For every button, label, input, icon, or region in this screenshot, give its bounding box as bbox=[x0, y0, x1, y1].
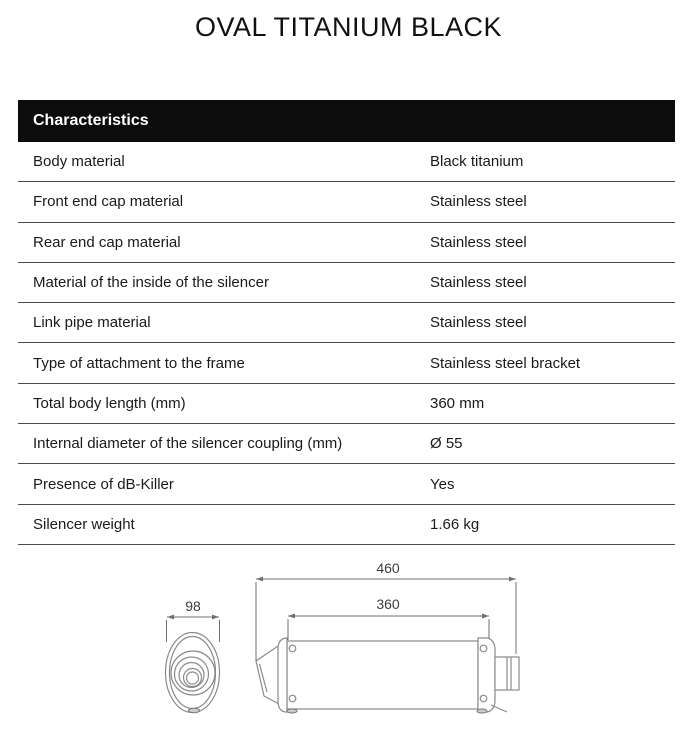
table-row bbox=[18, 182, 675, 222]
dim-arrow-right-icon bbox=[212, 615, 219, 620]
row-label: Presence of dB-Killer bbox=[33, 475, 174, 493]
row-value: Black titanium bbox=[430, 153, 524, 171]
row-label: Silencer weight bbox=[33, 515, 135, 533]
table-row bbox=[18, 384, 675, 424]
row-value: Stainless steel bbox=[430, 233, 527, 251]
rear-end-cap bbox=[478, 638, 495, 712]
rivet bbox=[480, 645, 487, 652]
dim-front-width-label: 98 bbox=[185, 598, 201, 614]
silencer-front-view bbox=[166, 633, 220, 713]
row-label: Total body length (mm) bbox=[33, 394, 186, 412]
row-value: Stainless steel bracket bbox=[430, 354, 581, 372]
link-pipe bbox=[256, 644, 281, 704]
dim-total-length-label: 460 bbox=[376, 560, 400, 576]
rivet bbox=[480, 695, 487, 702]
table-header bbox=[18, 100, 675, 142]
row-label: Type of attachment to the frame bbox=[33, 354, 245, 372]
front-bottom-tab bbox=[189, 708, 200, 712]
row-value: Stainless steel bbox=[430, 314, 527, 332]
silencer-side-view bbox=[256, 638, 519, 713]
dim-arrow-left-icon bbox=[288, 614, 295, 619]
page-title: OVAL TITANIUM BLACK bbox=[194, 12, 503, 42]
row-label: Internal diameter of the silencer coupling (mm) bbox=[33, 435, 343, 453]
dim-front-width bbox=[167, 598, 220, 642]
characteristics-table bbox=[18, 100, 675, 545]
front-ring-4 bbox=[184, 669, 202, 687]
row-label: Front end cap material bbox=[33, 193, 184, 211]
front-inner-oval bbox=[170, 637, 216, 709]
front-end-cap bbox=[278, 638, 287, 712]
front-outlet-hole bbox=[187, 672, 199, 684]
table-row bbox=[18, 303, 675, 343]
row-label: Material of the inside of the silencer bbox=[33, 274, 269, 292]
front-ring-3 bbox=[179, 663, 204, 688]
row-value: 1.66 kg bbox=[430, 515, 480, 533]
table-row bbox=[18, 343, 675, 383]
row-value: 360 mm bbox=[430, 394, 485, 412]
front-ring-1 bbox=[171, 651, 215, 695]
table-row bbox=[18, 263, 675, 303]
dim-body-length bbox=[288, 596, 489, 640]
dim-arrow-right-icon bbox=[509, 577, 516, 582]
table-rows bbox=[18, 142, 675, 545]
table-row bbox=[18, 142, 675, 182]
dim-arrow-left-icon bbox=[167, 615, 174, 620]
dim-body-length-label: 360 bbox=[376, 596, 400, 612]
dim-total-length bbox=[256, 560, 516, 662]
dim-arrow-right-icon bbox=[482, 614, 489, 619]
table-row bbox=[18, 223, 675, 263]
link-pipe-rim bbox=[260, 664, 268, 692]
bracket-detail-line bbox=[491, 705, 507, 712]
front-ring-2 bbox=[175, 657, 209, 691]
rivet bbox=[289, 695, 296, 702]
table-row bbox=[18, 505, 675, 545]
cap-bottom-tab bbox=[477, 709, 487, 713]
row-value: Ø 55 bbox=[430, 435, 463, 453]
row-label: Body material bbox=[33, 153, 125, 171]
table-header-label: Characteristics bbox=[33, 112, 149, 129]
row-value: Yes bbox=[430, 475, 455, 493]
table-row bbox=[18, 464, 675, 504]
front-outer-oval bbox=[166, 633, 220, 713]
row-value: Stainless steel bbox=[430, 193, 527, 211]
row-value: Stainless steel bbox=[430, 274, 527, 292]
rivet bbox=[289, 645, 296, 652]
table-row bbox=[18, 424, 675, 464]
row-label: Link pipe material bbox=[33, 314, 151, 332]
cap-bottom-tab bbox=[287, 709, 297, 713]
outlet-pipe bbox=[495, 657, 519, 690]
dim-arrow-left-icon bbox=[256, 577, 263, 582]
silencer-body bbox=[287, 641, 478, 709]
row-label: Rear end cap material bbox=[33, 233, 181, 251]
